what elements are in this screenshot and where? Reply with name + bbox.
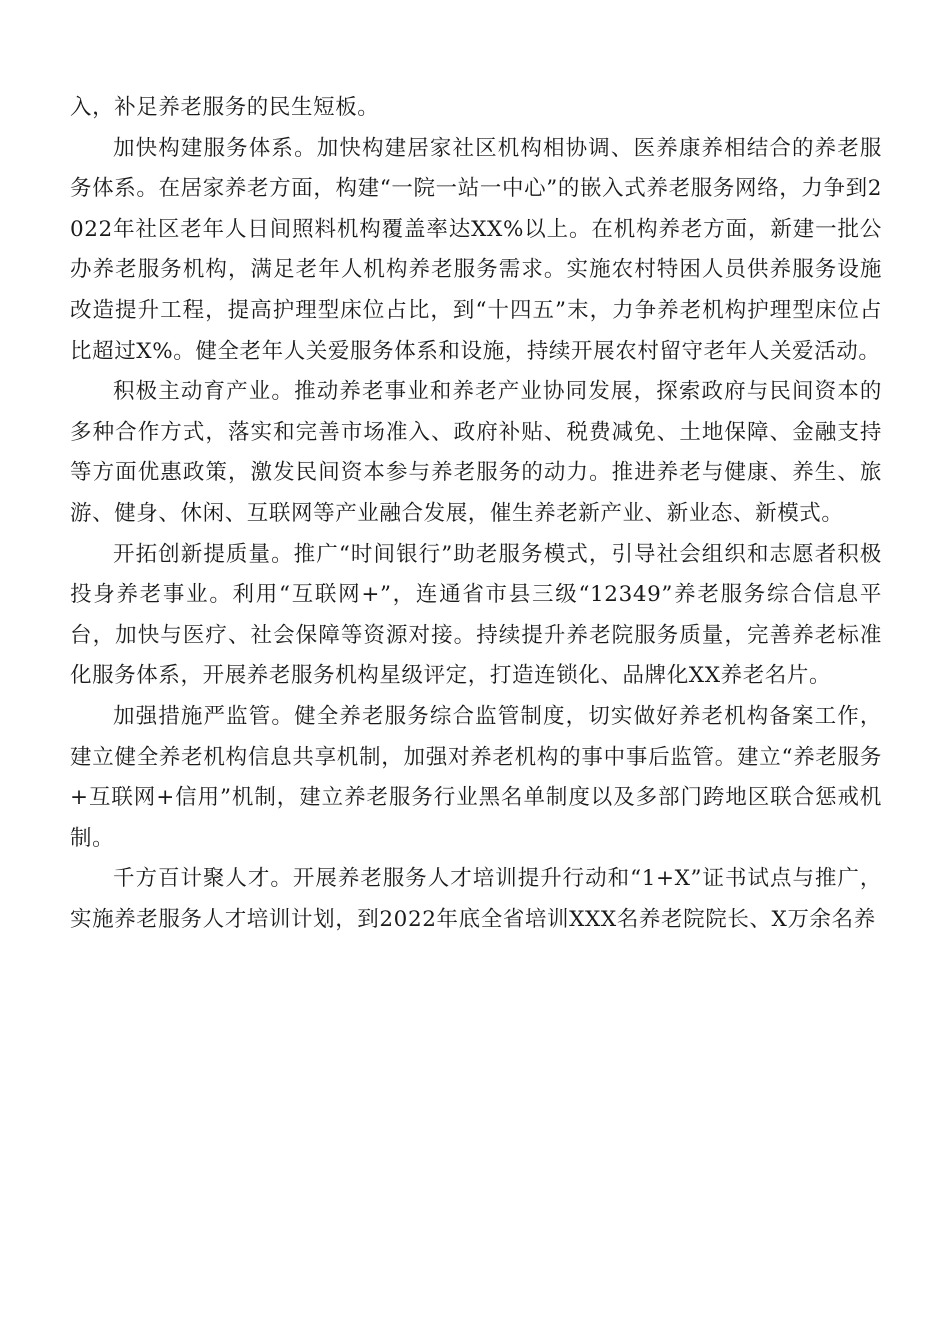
document-page [70, 88, 882, 940]
paragraph-innovation: 开拓创新提质量。推广“时间银行”助老服务模式，引导社会组织和志愿者积极投身养老事业。利用“互联网+”，连通省市县三级“12349”养老服务综合信息平台，加快与医疗、社会保障等资源对接。持续提升养老院服务质量，完善养老标准化服务体系，开展养老服务机构星级评定，打造连锁化、品牌化XX养老名片。 [70, 541, 882, 689]
paragraph-industry: 积极主动育产业。推动养老事业和养老产业协同发展，探索政府与民间资本的多种合作方式，落实和完善市场准入、政府补贴、税费减免、土地保障、金融支持等方面优惠政策，激发民间资本参与养老服务的动力。推进养老与健康、养生、旅游、健身、休闲、互联网等产业融合发展，催生养老新产业、新业态、新模式。 [70, 379, 882, 526]
paragraph-talent: 千方百计聚人才。开展养老服务人才培训提升行动和“1+X”证书试点与推广，实施养老服务人才培训计划，到2022年底全省培训XXX名养老院院长、X万余名养 [70, 866, 882, 932]
paragraph-service-system: 加快构建服务体系。加快构建居家社区机构相协调、医养康养相结合的养老服务体系。在居家养老方面，构建“一院一站一中心”的嵌入式养老服务网络，力争到2022年社区老年人日间照料机构覆盖率达XX%以上。在机构养老方面，新建一批公办养老服务机构，满足老年人机构养老服务需求。实施农村特困人员供养服务设施改造提升工程，提高护理型床位占比，到“十四五”末，力争养老机构护理型床位占比超过X%。健全老年人关爱服务体系和设施，持续开展农村留守老年人关爱活动。 [70, 135, 882, 364]
paragraph-continuation: 入，补足养老服务的民生短板。 [70, 95, 380, 120]
paragraph-supervision: 加强措施严监管。健全养老服务综合监管制度，切实做好养老机构备案工作，建立健全养老机构信息共享机制，加强对养老机构的事中事后监管。建立“养老服务+互联网+信用”机制，建立养老服务行业黑名单制度以及多部门跨地区联合惩戒机制。 [70, 703, 882, 851]
